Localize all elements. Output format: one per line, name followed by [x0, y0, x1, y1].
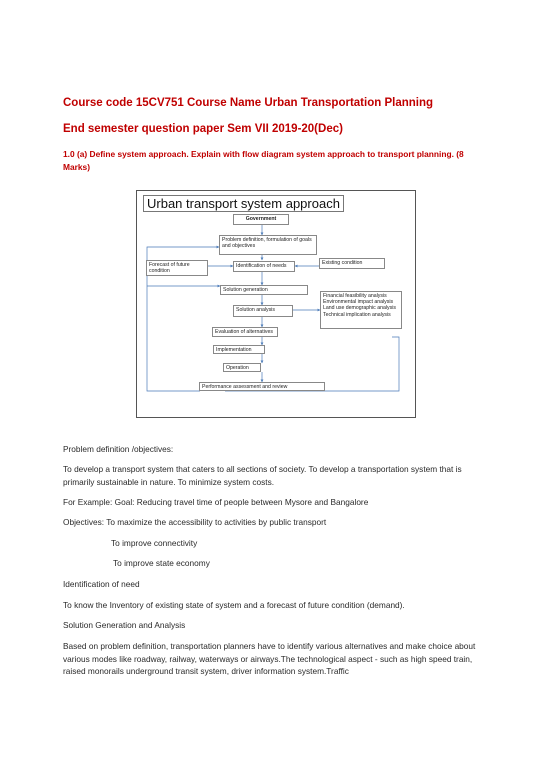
existing-condition-box: Existing condition [319, 258, 385, 269]
para-problem-definition: Problem definition /objectives: [63, 444, 174, 454]
identification-box: Identification of needs [233, 261, 295, 272]
para-identification-detail: To know the Inventory of existing state of system and a forecast of future condition (demand). [63, 600, 405, 610]
para-solution-heading: Solution Generation and Analysis [63, 620, 186, 630]
operation-box: Operation [223, 363, 261, 372]
para-objectives: Objectives: To maximize the accessibility to activities by public transport [63, 517, 327, 527]
para-connectivity: To improve connectivity [111, 538, 198, 548]
analyses-box: Financial feasibility analysis Environmental impact analysis Land use demographic analysis Technical implication analysis [320, 291, 402, 329]
para-identification-heading: Identification of need [63, 579, 140, 589]
implementation-box: Implementation [213, 345, 265, 354]
solution-analysis-box: Solution analysis [233, 305, 293, 317]
performance-box: Performance assessment and review [199, 382, 325, 391]
course-heading: Course code 15CV751 Course Name Urban Transportation Planning [63, 97, 434, 109]
forecast-box: Forecast of future condition [146, 260, 208, 276]
para-economy: To improve state economy [113, 558, 210, 568]
diagram-title: Urban transport system approach [143, 195, 344, 212]
evaluation-box: Evaluation of alternatives [212, 327, 278, 337]
system-approach-diagram [136, 190, 416, 418]
para-solution-detail: Based on problem definition, transportation planners have to identify various alternatives and make choice about various modes like roadway, railway, waterways or airways.The technological aspect - such as high speed train, raised monorails underground transit system, driver information system.Traffic [63, 641, 476, 676]
para-example-goal: For Example: Goal: Reducing travel time of people between Mysore and Bangalore [63, 497, 369, 507]
question-text: 1.0 (a) Define system approach. Explain with flow diagram system approach to transport planning. (8 Marks) [63, 149, 464, 172]
para-objectives-detail: To develop a transport system that caters to all sections of society. To develop a transportation system that is primarily sustainable in nature. To minimize system costs. [63, 464, 462, 487]
problem-definition-box: Problem definition, formulation of goals and objectives [219, 235, 317, 255]
exam-heading: End semester question paper Sem VII 2019-20(Dec) [63, 123, 343, 135]
government-box: Government [233, 214, 289, 225]
solution-generation-box: Solution generation [220, 285, 308, 295]
